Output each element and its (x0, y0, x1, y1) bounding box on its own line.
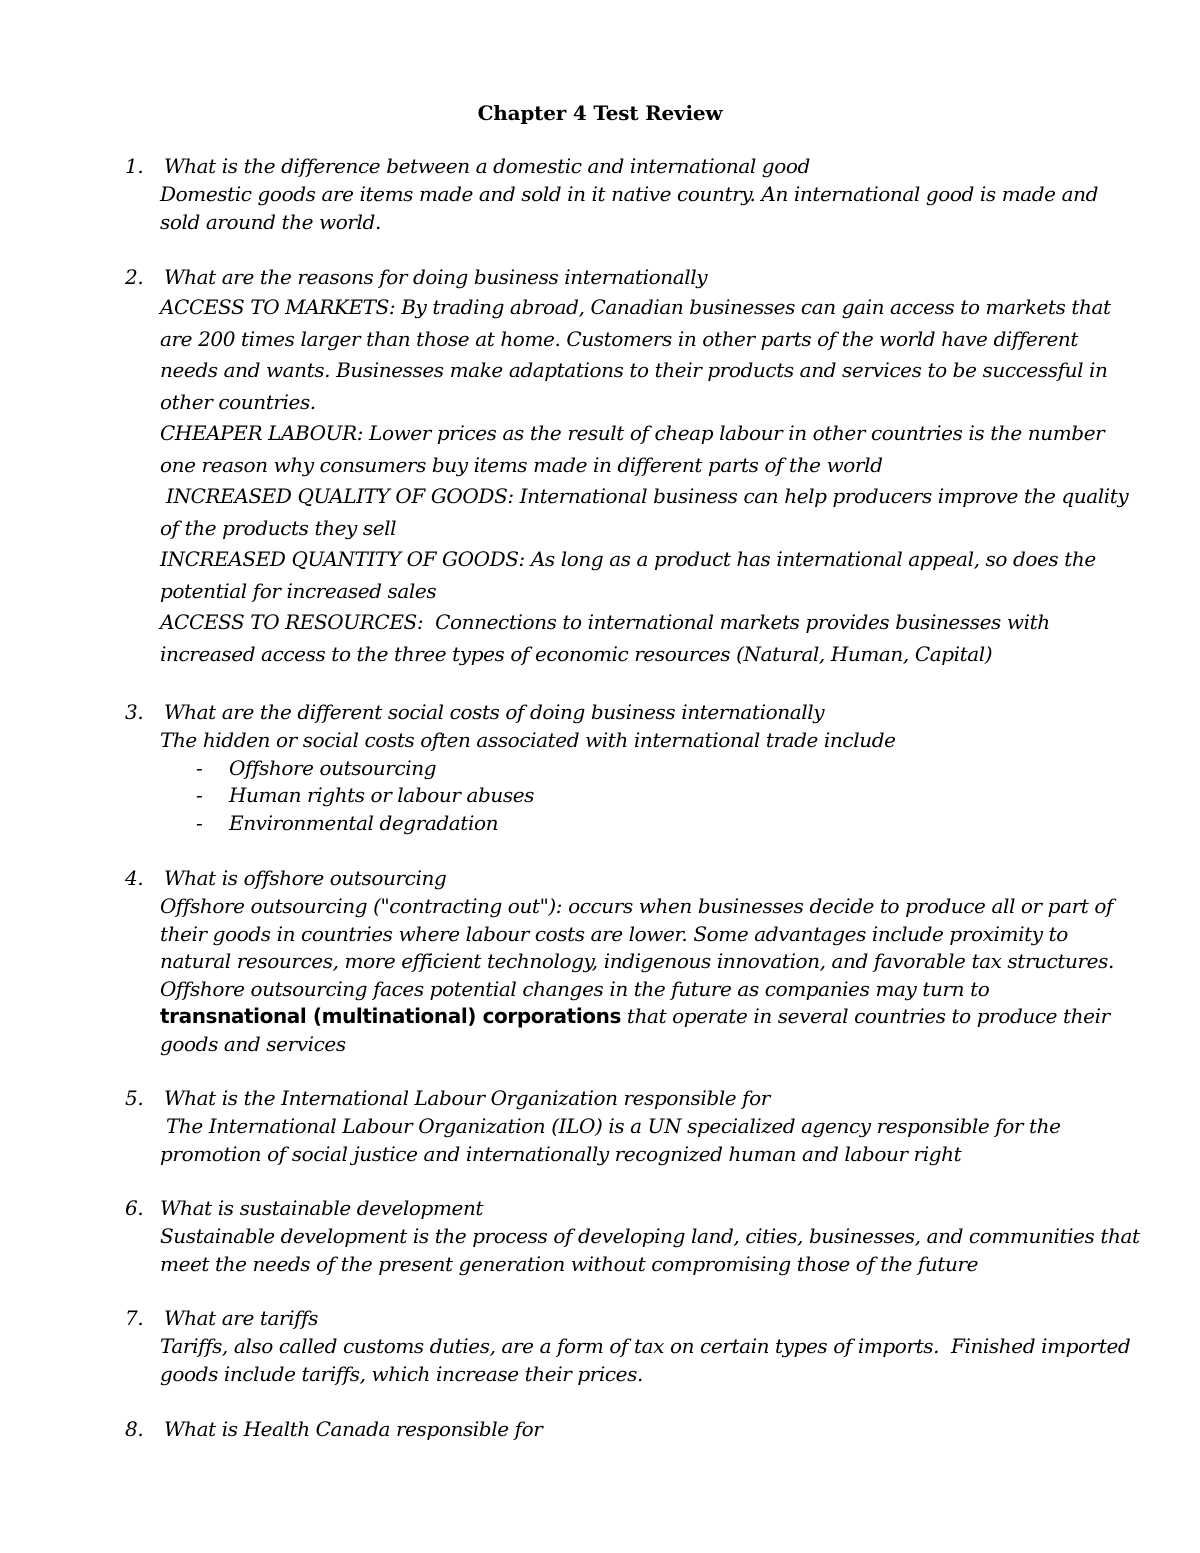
reason-cheaper-labour: CHEAPER LABOUR: Lower prices as the result of cheap labour in other countries is the number one reason why consumers buy items made in different parts of the world (160, 421, 1105, 477)
question-3-number: 3. (125, 700, 144, 724)
question-7-heading (125, 1304, 1135, 1333)
question-2 (125, 263, 1135, 670)
bullet-dash: - (196, 783, 203, 807)
reason-increased-quality: INCREASED QUALITY OF GOODS: International business can help producers improve the quality of the products they sell (160, 484, 1135, 540)
reason-access-to-markets: ACCESS TO MARKETS: By trading abroad, Canadian businesses can gain access to markets that are 200 times larger than those at home. Customers in other parts of the world have different needs and wants. Businesses make adaptations to their products and services to be successful in other countries. (160, 295, 1111, 414)
answer-paragraph: Sustainable development is the process of developing land, cities, businesses, and communities that meet the needs of the present generation without compromising those of the future (160, 1224, 1140, 1276)
question-6-number: 6. (125, 1196, 144, 1220)
question-2-heading (125, 263, 1135, 292)
question-3-text: What are the different social costs of doing business internationally (164, 700, 825, 724)
answer-bold-term: transnational (multinational) corporations (160, 1004, 621, 1028)
question-6-heading (125, 1194, 1135, 1223)
answer-paragraph: The hidden or social costs often associated with international trade include (160, 728, 896, 752)
answer-text-end: that operate in several countries to produce their goods and services (160, 1004, 1110, 1056)
question-4-answer (160, 893, 1140, 1058)
question-8-number: 8. (125, 1417, 144, 1441)
list-item (160, 755, 1135, 783)
question-5-text: What is the International Labour Organization responsible for (164, 1086, 770, 1110)
list-item-text: Environmental degradation (229, 810, 499, 835)
question-4-text: What is offshore outsourcing (164, 866, 447, 890)
question-5-number: 5. (125, 1086, 144, 1110)
list-item (160, 810, 1135, 838)
question-2-number: 2. (125, 265, 144, 289)
question-4-heading (125, 864, 1135, 893)
bullet-dash: - (196, 755, 203, 780)
reason-access-to-resources: ACCESS TO RESOURCES: Connections to international markets provides businesses with increased access to the three types of economic resources (Natural, Human, Capital) (160, 610, 1056, 666)
question-8-text: What is Health Canada responsible for (164, 1417, 543, 1441)
page-title: Chapter 4 Test Review (477, 101, 723, 125)
question-5 (125, 1084, 1135, 1168)
answer-text-start: Offshore outsourcing ("contracting out"): occurs when businesses decide to produce all or part of their goods in countries where labour costs are lower. Some advantages include proximity to natural resources, more efficient technology, indigenous innovation, and favorable tax structures. Offshore outsourcing faces potential changes in the future as companies may turn to (160, 894, 1114, 1001)
question-8-heading (125, 1415, 1135, 1444)
question-1-heading (125, 152, 1135, 181)
answer-paragraph: The International Labour Organization (ILO) is a UN specialized agency responsible for the promotion of social justice and internationally recognized human and labour right (160, 1114, 1067, 1166)
question-4-number: 4. (125, 866, 144, 890)
question-1 (125, 152, 1135, 236)
question-3-heading (125, 698, 1135, 727)
answer-paragraph: Domestic goods are items made and sold in it native country. An international good is made and sold around the world. (160, 182, 1098, 234)
question-6-text: What is sustainable development (160, 1196, 484, 1220)
question-3 (125, 698, 1135, 837)
answer-paragraph (160, 893, 1140, 1058)
reason-increased-quantity: INCREASED QUANTITY OF GOODS: As long as a product has international appeal, so does the potential for increased sales (160, 547, 1096, 603)
question-7-number: 7. (125, 1306, 144, 1330)
question-7-text: What are tariffs (164, 1306, 319, 1330)
question-7 (125, 1304, 1135, 1388)
question-2-answer (160, 292, 1140, 670)
question-1-text: What is the difference between a domestic and international good (164, 154, 810, 178)
list-item (160, 782, 1135, 810)
social-costs-list (160, 755, 1135, 838)
list-item-text: Offshore outsourcing (229, 755, 437, 780)
question-6-answer (160, 1223, 1140, 1278)
question-4 (125, 864, 1135, 1058)
question-1-answer (160, 181, 1140, 236)
question-7-answer (160, 1333, 1140, 1388)
answer-paragraph: Tariffs, also called customs duties, are a form of tax on certain types of imports. Finished imported goods include tariffs, which increase their prices. (160, 1334, 1137, 1386)
bullet-dash: - (196, 810, 203, 835)
question-8 (125, 1415, 1135, 1444)
question-5-heading (125, 1084, 1135, 1113)
list-item-text: Human rights or labour abuses (229, 783, 535, 807)
question-1-number: 1. (125, 154, 144, 178)
question-3-answer (160, 727, 1140, 755)
question-5-answer (160, 1113, 1140, 1168)
question-2-text: What are the reasons for doing business internationally (164, 265, 708, 289)
question-6 (125, 1194, 1140, 1278)
